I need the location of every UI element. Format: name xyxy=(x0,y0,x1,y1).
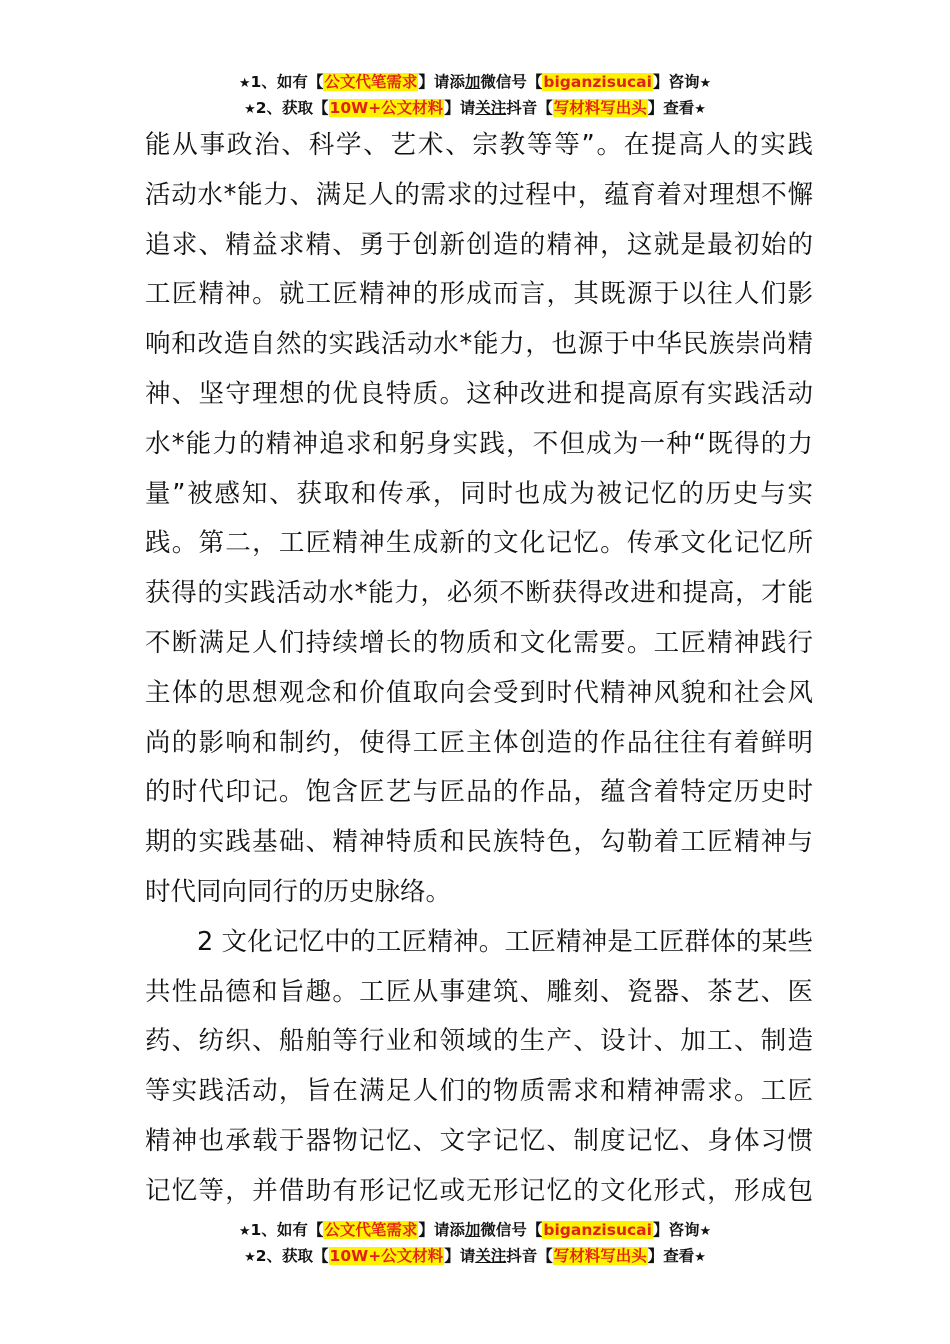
highlight-service: 公文代笔需求 xyxy=(324,1221,418,1239)
text-line: 尚的影响和制约，使得工匠主体创造的作品往往有着鲜明 xyxy=(145,727,813,758)
promo-line-2: ★2、获取【10W+公文材料】请关注抖音【写材料写出头】查看★ xyxy=(244,99,706,117)
text-line: 追求、精益求精、勇于创新创造的精神，这就是最初始的 xyxy=(145,229,813,260)
star-icon: ★ xyxy=(238,1224,251,1239)
text-line: 主体的思想观念和价值取向会受到时代精神风貌和社会风 xyxy=(145,677,813,708)
text-line: 践。第二，工匠精神生成新的文化记忆。传承文化记忆所 xyxy=(145,528,813,559)
document-body xyxy=(145,121,813,1217)
text-line: 水*能力的精神追求和躬身实践，不但成为一种“既得的力 xyxy=(145,428,813,459)
star-icon: ★ xyxy=(244,102,256,117)
text-line: 不断满足人们持续增长的物质和文化需要。工匠精神践行 xyxy=(145,627,813,658)
text-line: 等实践活动，旨在满足人们的物质需求和精神需求。工匠 xyxy=(145,1076,813,1107)
star-icon: ★ xyxy=(699,1224,712,1239)
text-line: 期的实践基础、精神特质和民族特色，勾勒着工匠精神与 xyxy=(145,827,813,858)
text-line: 的时代印记。饱含匠艺与匠品的作品，蕴含着特定历史时 xyxy=(145,777,813,808)
text-line: 记忆等，并借助有形记忆或无形记忆的文化形式，形成包 xyxy=(145,1175,813,1206)
footer-promo-banner xyxy=(0,1218,950,1270)
text-line: 响和改造自然的实践活动水*能力，也源于中华民族崇尚精 xyxy=(145,329,813,360)
promo-line-2: ★2、获取【10W+公文材料】请关注抖音【写材料写出头】查看★ xyxy=(244,1247,706,1265)
highlight-wechat-id: biganzisucai xyxy=(543,1221,652,1239)
header-promo-banner xyxy=(0,70,950,122)
highlight-materials: 10W+公文材料 xyxy=(329,1247,444,1265)
highlight-wechat-id: biganzisucai xyxy=(543,73,652,91)
highlight-materials: 10W+公文材料 xyxy=(329,99,444,117)
text-line: 量”被感知、获取和传承，同时也成为被记忆的历史与实 xyxy=(145,478,813,509)
text-line: 获得的实践活动水*能力，必须不断获得改进和提高，才能 xyxy=(145,578,813,609)
text-line: 药、纺织、船舶等行业和领域的生产、设计、加工、制造 xyxy=(145,1026,813,1057)
text-line: 精神也承载于器物记忆、文字记忆、制度记忆、身体习惯 xyxy=(145,1125,813,1156)
star-icon: ★ xyxy=(238,76,251,91)
text-line: 神、坚守理想的优良特质。这种改进和提高原有实践活动 xyxy=(145,378,813,409)
paragraph-heading-line: 2 文化记忆中的工匠精神。工匠精神是工匠群体的某些 xyxy=(197,926,813,957)
highlight-douyin-account: 写材料写出头 xyxy=(553,1247,647,1265)
text-line: 时代同向同行的历史脉络。 xyxy=(145,876,452,907)
star-icon: ★ xyxy=(699,76,712,91)
star-icon: ★ xyxy=(694,1250,706,1265)
star-icon: ★ xyxy=(244,1250,256,1265)
star-icon: ★ xyxy=(694,102,706,117)
promo-line-1: ★1、如有【公文代笔需求】请添加微信号【biganzisucai】咨询★ xyxy=(238,1221,712,1239)
text-line: 活动水*能力、满足人的需求的过程中，蕴育着对理想不懈 xyxy=(145,179,813,210)
promo-line-1: ★1、如有【公文代笔需求】请添加微信号【biganzisucai】咨询★ xyxy=(238,73,712,91)
text-line: 能从事政治、科学、艺术、宗教等等”。在提高人的实践 xyxy=(145,130,813,160)
highlight-service: 公文代笔需求 xyxy=(324,73,418,91)
text-line: 共性品德和旨趣。工匠从事建筑、雕刻、瓷器、茶艺、医 xyxy=(145,976,813,1007)
highlight-douyin-account: 写材料写出头 xyxy=(553,99,647,117)
text-line: 工匠精神。就工匠精神的形成而言，其既源于以往人们影 xyxy=(145,279,813,310)
